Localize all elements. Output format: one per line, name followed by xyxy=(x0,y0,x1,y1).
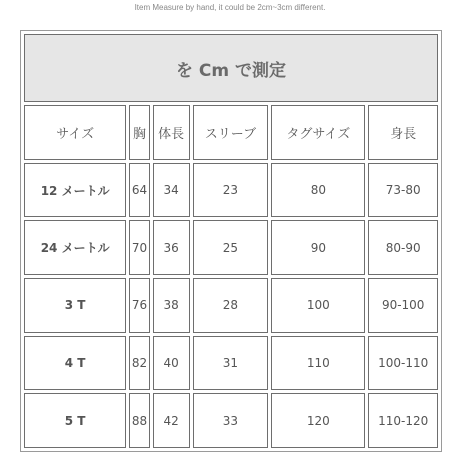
table-row xyxy=(24,393,438,448)
row-size: 3 T xyxy=(24,278,126,333)
header-height: 身長 xyxy=(368,105,438,160)
row-body-length: 34 xyxy=(153,163,190,218)
header-chest: 胸 xyxy=(129,105,149,160)
row-size: 5 T xyxy=(24,393,126,448)
row-sleeve: 31 xyxy=(193,336,269,391)
row-sleeve: 25 xyxy=(193,220,269,275)
row-height: 73-80 xyxy=(368,163,438,218)
row-size: 4 T xyxy=(24,336,126,391)
table-row xyxy=(24,220,438,275)
row-chest: 70 xyxy=(129,220,149,275)
row-chest: 88 xyxy=(129,393,149,448)
size-chart-table xyxy=(20,30,442,452)
table-row xyxy=(24,278,438,333)
header-tag-size: タグサイズ xyxy=(271,105,365,160)
row-sleeve: 28 xyxy=(193,278,269,333)
row-chest: 64 xyxy=(129,163,149,218)
row-sleeve: 23 xyxy=(193,163,269,218)
table-row xyxy=(24,336,438,391)
row-chest: 76 xyxy=(129,278,149,333)
table-title: を Cm で測定 xyxy=(24,34,438,102)
header-sleeve: スリーブ xyxy=(193,105,269,160)
row-height: 80-90 xyxy=(368,220,438,275)
row-tag-size: 80 xyxy=(271,163,365,218)
row-height: 110-120 xyxy=(368,393,438,448)
row-height: 100-110 xyxy=(368,336,438,391)
measurement-note: Item Measure by hand, it could be 2cm~3cm different. xyxy=(134,3,326,12)
row-body-length: 42 xyxy=(153,393,190,448)
row-tag-size: 100 xyxy=(271,278,365,333)
row-tag-size: 120 xyxy=(271,393,365,448)
header-body-length: 体長 xyxy=(153,105,190,160)
row-size: 12 メートル xyxy=(24,163,126,218)
row-sleeve: 33 xyxy=(193,393,269,448)
row-chest: 82 xyxy=(129,336,149,391)
row-tag-size: 90 xyxy=(271,220,365,275)
table-row xyxy=(24,163,438,218)
row-body-length: 38 xyxy=(153,278,190,333)
row-height: 90-100 xyxy=(368,278,438,333)
row-body-length: 36 xyxy=(153,220,190,275)
row-tag-size: 110 xyxy=(271,336,365,391)
row-size: 24 メートル xyxy=(24,220,126,275)
header-size: サイズ xyxy=(24,105,126,160)
header-row xyxy=(24,105,438,160)
row-body-length: 40 xyxy=(153,336,190,391)
